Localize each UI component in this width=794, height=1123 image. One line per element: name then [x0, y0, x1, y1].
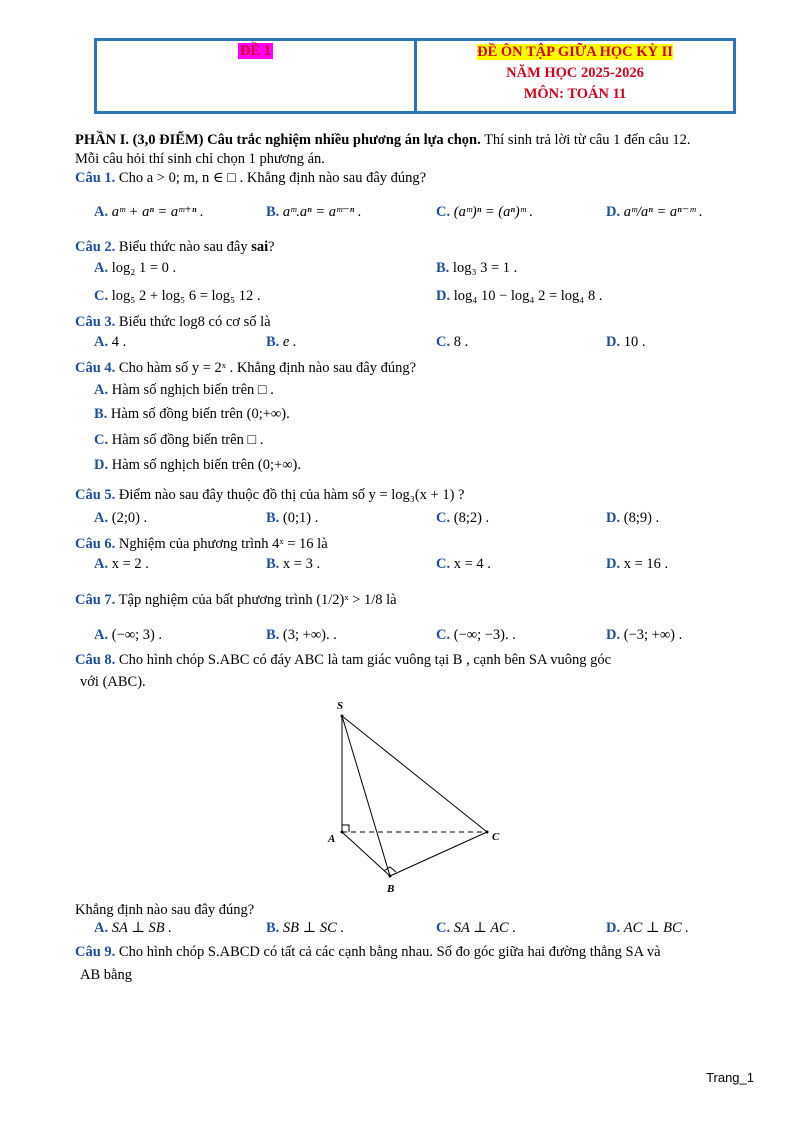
- q7-option-c: C. (−∞; −3). .: [436, 627, 516, 643]
- question-8-ask: Khẳng định nào sau đây đúng?: [75, 902, 255, 918]
- subject: MÔN: TOÁN 11: [523, 86, 627, 102]
- q2-option-c: C. log₅ 2 + log₅ 6 = log₅ 12 .: [94, 288, 261, 304]
- exam-title: ĐỀ ÔN TẬP GIỮA HỌC KỲ II: [477, 44, 673, 60]
- part1-heading-line: [75, 132, 690, 149]
- q5-option-c: C. (8;2) .: [436, 510, 490, 526]
- q1-option-b: B. aᵐ.aⁿ = aᵐ⁻ⁿ .: [266, 204, 362, 220]
- question-1: Câu 1. Cho a > 0; m, n ∈ □ . Khẳng định nào sau đây đúng?: [75, 170, 427, 186]
- edge-bc: [390, 832, 487, 876]
- q3-option-a: A. 4 .: [94, 334, 127, 350]
- q4-option-d: D. Hàm số nghịch biến trên (0;+∞).: [94, 457, 301, 473]
- q4-option-b: B. Hàm số đồng biến trên (0;+∞).: [94, 406, 290, 422]
- q5-option-d: D. (8;9) .: [606, 510, 660, 526]
- label-s: S: [337, 700, 344, 712]
- q1-option-a: A. aᵐ + aⁿ = aᵐ⁺ⁿ .: [94, 204, 204, 220]
- header-right: [417, 41, 733, 111]
- part1-intro2: Mỗi câu hỏi thí sinh chỉ chọn 1 phương án.: [75, 151, 325, 167]
- question-7: Câu 7. Tập nghiệm của bất phương trình (1/2)ˣ > 1/8 là: [75, 592, 397, 608]
- q4-option-a: A. Hàm số nghịch biến trên □ .: [94, 382, 274, 398]
- question-4: Câu 4. Cho hàm số y = 2ˣ . Khẳng định nào sau đây đúng?: [75, 360, 417, 376]
- q6-option-d: D. x = 16 .: [606, 556, 669, 572]
- q8-option-d: D. AC ⊥ BC .: [606, 920, 689, 936]
- q3-option-b: B. e .: [266, 334, 297, 350]
- q2-option-a: A. log₂ 1 = 0 .: [94, 260, 177, 276]
- edge-sc: [342, 716, 487, 832]
- question-9-cont: AB bằng: [80, 967, 132, 983]
- edge-ab: [342, 832, 390, 876]
- q7-option-d: D. (−3; +∞) .: [606, 627, 683, 643]
- q4-option-c: C. Hàm số đồng biến trên □ .: [94, 432, 264, 448]
- q2-option-d: D. log₄ 10 − log₄ 2 = log₄ 8 .: [436, 288, 603, 304]
- q6-option-a: A. x = 2 .: [94, 556, 149, 572]
- school-year: NĂM HỌC 2025-2026: [506, 65, 644, 81]
- question-6: Câu 6. Nghiệm của phương trình 4ˣ = 16 là: [75, 536, 328, 552]
- q1-option-c: C. (aᵐ)ⁿ = (aⁿ)ᵐ .: [436, 204, 534, 220]
- q3-option-d: D. 10 .: [606, 334, 646, 350]
- q7-option-b: B. (3; +∞). .: [266, 627, 337, 643]
- q1-option-d: D. aᵐ/aⁿ = aⁿ⁻ᵐ .: [606, 204, 703, 220]
- question-9: Câu 9. Cho hình chóp S.ABCD có tất cả các cạnh bằng nhau. Số đo góc giữa hai đường thẳng SA và: [75, 944, 661, 960]
- exam-number: ĐỀ 1: [239, 43, 272, 59]
- right-angle-b: [384, 867, 396, 872]
- q7-option-a: A. (−∞; 3) .: [94, 627, 163, 643]
- q8-option-b: B. SB ⊥ SC .: [266, 920, 345, 936]
- page-number: Trang_1: [706, 1070, 754, 1085]
- pyramid-figure: [320, 698, 510, 898]
- question-2: Câu 2. Biểu thức nào sau đây sai?: [75, 239, 275, 255]
- edge-sb: [342, 716, 390, 876]
- label-a: A: [328, 833, 336, 845]
- question-3: Câu 3. Biểu thức log8 có cơ số là: [75, 314, 271, 330]
- q8-option-c: C. SA ⊥ AC .: [436, 920, 516, 936]
- q5-option-a: A. (2;0) .: [94, 510, 148, 526]
- q5-option-b: B. (0;1) .: [266, 510, 319, 526]
- question-8: Câu 8. Cho hình chóp S.ABC có đáy ABC là tam giác vuông tại B , cạnh bên SA vuông góc: [75, 652, 612, 668]
- q3-option-c: C. 8 .: [436, 334, 469, 350]
- label-b: B: [387, 883, 395, 895]
- question-8-cont: với (ABC).: [80, 674, 146, 690]
- header-left: [97, 41, 417, 111]
- part1-intro: Thí sinh trả lời từ câu 1 đến câu 12.: [480, 132, 691, 148]
- q2-option-b: B. log₃ 3 = 1 .: [436, 260, 518, 276]
- label-c: C: [492, 831, 500, 843]
- question-5: Câu 5. Điểm nào sau đây thuộc đồ thị của hàm số y = log₃(x + 1) ?: [75, 487, 465, 503]
- q6-option-c: C. x = 4 .: [436, 556, 491, 572]
- q6-option-b: B. x = 3 .: [266, 556, 321, 572]
- header-box: [94, 38, 736, 114]
- part1-heading: PHẦN I. (3,0 ĐIỂM) Câu trắc nghiệm nhiều phương án lựa chọn.: [75, 132, 481, 148]
- q8-option-a: A. SA ⊥ SB .: [94, 920, 172, 936]
